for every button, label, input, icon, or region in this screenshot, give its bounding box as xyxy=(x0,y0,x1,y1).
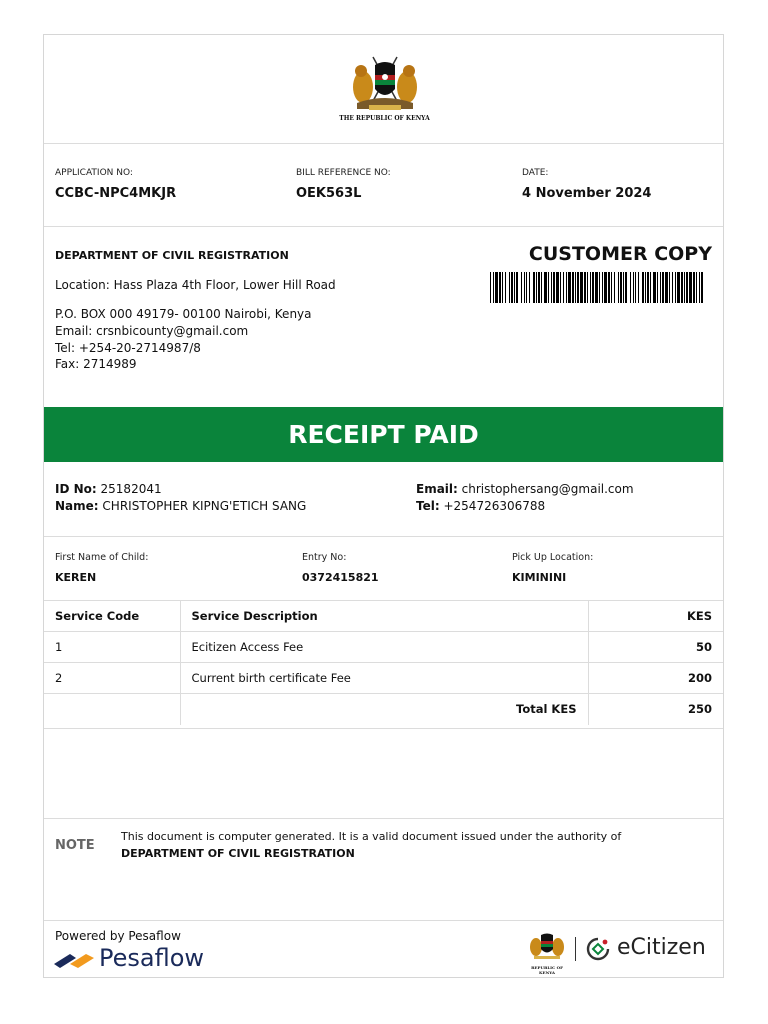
pesaflow-logo-icon xyxy=(54,948,96,970)
department-location: Location: Hass Plaza 4th Floor, Lower Hill Road xyxy=(55,278,336,292)
note-authority: DEPARTMENT OF CIVIL REGISTRATION xyxy=(121,847,355,860)
table-row xyxy=(44,632,723,663)
header-service-code: Service Code xyxy=(44,601,180,632)
pickup-value: KIMININI xyxy=(512,571,567,584)
total-value: 250 xyxy=(588,694,723,725)
department-email: Email: crsnbicounty@gmail.com xyxy=(55,324,249,338)
ecitizen-logo-icon xyxy=(585,936,611,962)
tel-label: Tel: xyxy=(416,499,440,513)
id-line xyxy=(55,482,162,496)
small-coat-of-arms-icon xyxy=(528,931,566,963)
ecitizen-logo-text: eCitizen xyxy=(617,935,706,960)
name-label: Name: xyxy=(55,499,99,513)
row-code: 2 xyxy=(44,663,180,694)
table-row xyxy=(44,663,723,694)
pesaflow-logo-text: Pesaflow xyxy=(99,944,205,972)
email-value: christophersang@gmail.com xyxy=(461,482,634,496)
services-table xyxy=(44,600,723,725)
footer-section xyxy=(44,920,723,978)
row-code: 1 xyxy=(44,632,180,663)
name-value: CHRISTOPHER KIPNG'ETICH SANG xyxy=(102,499,307,513)
logo-divider xyxy=(575,937,576,961)
email-line xyxy=(416,482,634,496)
first-name-label: First Name of Child: xyxy=(55,552,149,563)
row-amount: 200 xyxy=(588,663,723,694)
note-text: This document is computer generated. It is a valid document issued under the authority of xyxy=(121,830,622,843)
divider xyxy=(44,728,723,729)
barcode-bar xyxy=(701,272,703,303)
pickup-label: Pick Up Location: xyxy=(512,552,594,563)
department-section xyxy=(44,226,723,407)
department-fax: Fax: 2714989 xyxy=(55,357,137,371)
note-label: NOTE xyxy=(55,838,95,853)
total-row xyxy=(44,694,723,725)
name-line xyxy=(55,499,306,513)
note-section xyxy=(44,818,723,920)
entry-value: 0372415821 xyxy=(302,571,379,584)
total-label: Total KES xyxy=(180,694,588,725)
row-description: Current birth certificate Fee xyxy=(180,663,588,694)
barcode xyxy=(490,272,704,303)
customer-section xyxy=(44,462,723,536)
date-label: DATE: xyxy=(522,168,549,178)
customer-copy-label: CUSTOMER COPY xyxy=(528,243,712,265)
coat-of-arms-icon xyxy=(349,55,421,113)
date-value: 4 November 2024 xyxy=(522,186,652,201)
meta-section xyxy=(44,143,723,226)
first-name-value: KEREN xyxy=(55,571,97,584)
receipt-paid-banner: RECEIPT PAID xyxy=(44,407,723,462)
id-value: 25182041 xyxy=(100,482,162,496)
department-tel: Tel: +254-20-2714987/8 xyxy=(55,341,201,355)
header-kes: KES xyxy=(588,601,723,632)
email-label: Email: xyxy=(416,482,458,496)
empty-cell xyxy=(44,694,180,725)
department-pobox: P.O. BOX 000 49179- 00100 Nairobi, Kenya xyxy=(55,307,312,321)
tel-value: +254726306788 xyxy=(443,499,546,513)
entry-label: Entry No: xyxy=(302,552,347,563)
bill-value: OEK563L xyxy=(296,186,362,201)
id-label: ID No: xyxy=(55,482,97,496)
row-amount: 50 xyxy=(588,632,723,663)
header-section xyxy=(44,35,723,143)
header-service-description: Service Description xyxy=(180,601,588,632)
child-section xyxy=(44,536,723,600)
powered-by-text: Powered by Pesaflow xyxy=(55,929,181,943)
tel-line xyxy=(416,499,545,513)
application-value: CCBC-NPC4MKJR xyxy=(55,186,177,201)
department-name: DEPARTMENT OF CIVIL REGISTRATION xyxy=(55,249,289,262)
bill-label: BILL REFERENCE NO: xyxy=(296,168,391,178)
table-header-row xyxy=(44,601,723,632)
row-description: Ecitizen Access Fee xyxy=(180,632,588,663)
coat-caption: THE REPUBLIC OF KENYA xyxy=(339,115,430,122)
application-label: APPLICATION NO: xyxy=(55,168,133,178)
small-coat-caption: REPUBLIC OF KENYA xyxy=(531,965,563,975)
receipt-card xyxy=(43,34,724,978)
